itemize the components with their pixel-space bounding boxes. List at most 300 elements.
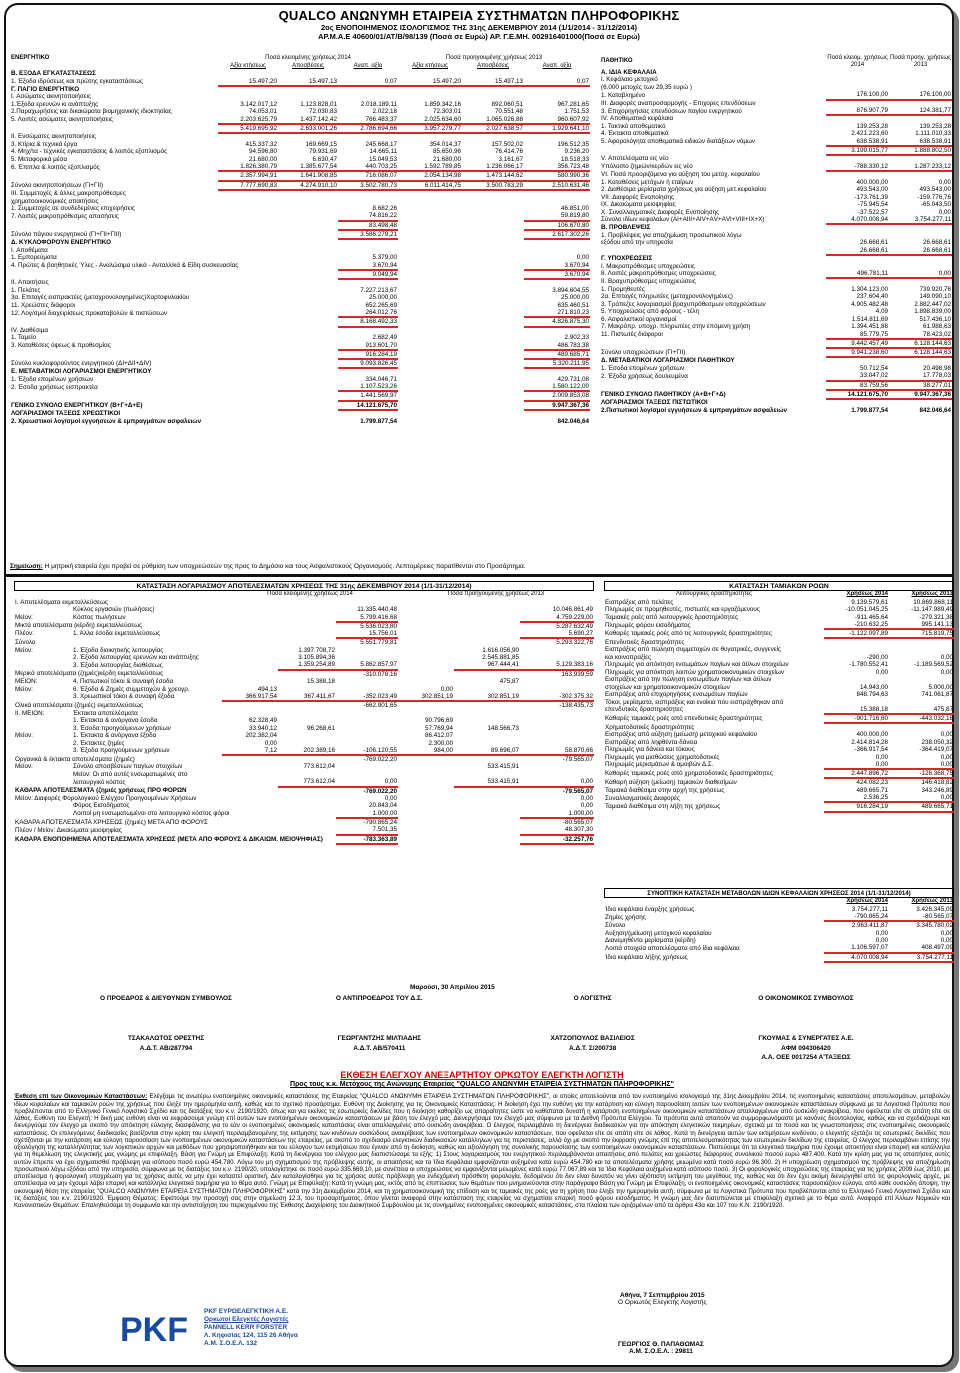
table-row [604, 723, 954, 731]
row-label: Γ. ΥΠΟΧΡΕΩΣΕΙΣ [601, 255, 653, 263]
table-row [14, 787, 594, 795]
cell-value: 9.236,20 [564, 148, 589, 156]
cell-value [520, 685, 594, 693]
assets-heading: ΕΝΕΡΓΗΤΙΚΟ [11, 55, 50, 62]
cell-value [889, 100, 952, 108]
table-row [10, 171, 590, 180]
cell-value [218, 317, 278, 326]
row-label: Ζημίες χρήσης [605, 913, 646, 921]
cell-value [520, 724, 594, 732]
cell-value: 83.498,48 [338, 221, 398, 230]
cell-value [278, 327, 338, 335]
audit-title: ΕΚΘΕΣΗ ΕΛΕΓΧΟΥ ΑΝΕΞΑΡΤΗΤΟΥ ΟΡΚΩΤΟΥ ΕΛΕΓΚΤΗ ΛΟΓΙΣΤΗ [340, 1070, 624, 1080]
cell-value [524, 190, 590, 198]
row-label: Πληρωμές για μισθώσεις χρηματοδοτικές [605, 753, 720, 761]
cell-value: 6.630,47 [312, 155, 337, 163]
cell-value [336, 763, 398, 771]
cell-value: 5.000,00 [928, 683, 953, 691]
cell-value: 25.000,00 [560, 294, 589, 302]
note-label: Σημείωση: [10, 563, 43, 570]
cell-value [524, 86, 590, 94]
row-label: Α. ΙΔΙΑ ΚΕΦΑΛΑΙΑ [601, 68, 657, 76]
cell-value: 6.128.144,63 [889, 339, 952, 348]
cell-value: 0,00 [940, 653, 953, 661]
cell-value [826, 399, 889, 407]
table-row [600, 216, 952, 224]
cell-value: 2.203.625,79 [218, 116, 278, 124]
cell-value [218, 221, 278, 230]
row-label: Μείον: [15, 763, 33, 771]
cell-value: 124.381,77 [889, 107, 952, 115]
cell-value: 26.668,61 [889, 247, 952, 255]
cell-value [398, 599, 454, 607]
table-row [600, 155, 952, 163]
table-row [600, 91, 952, 99]
cell-value: 3.670,94 [524, 262, 590, 270]
table-row [604, 668, 954, 676]
cell-value: 3.670,94 [338, 262, 398, 270]
cell-value: 1.287.233,12 [889, 163, 952, 171]
table-row [604, 921, 954, 929]
cell-value: 0,00 [580, 802, 593, 810]
row-label: II. Απαιτήσεις [11, 279, 49, 287]
row-label: Σύνολο κυκλοφορούντος ενεργητικού (ΔΙ+ΔΙΙ+ΔΙV) [11, 360, 152, 368]
cell-value [218, 391, 278, 400]
table-row [10, 327, 590, 335]
row-label: Ε. ΜΕΤΑΒΑΤΙΚΟΙ ΛΟΓΑΡΙΑΣΜΟΙ ΕΝΕΡΓΗΤΙΚΟΥ [11, 368, 152, 376]
table-row [10, 70, 590, 78]
table-row [604, 706, 954, 714]
cell-value [826, 232, 889, 240]
cell-value [218, 359, 278, 368]
cell-value: -173.761,39 [854, 193, 888, 201]
cell-value: 652.265,69 [365, 301, 397, 309]
cell-value: 3.142.017,12 [240, 100, 277, 108]
cell-value [398, 622, 454, 630]
table-row [600, 348, 952, 357]
table-row [604, 906, 954, 914]
cell-value: 20.498,98 [922, 364, 951, 372]
cell-value [398, 334, 462, 342]
cell-value [218, 239, 278, 247]
cell-value: -138.435,73 [559, 702, 593, 710]
cell-value [336, 771, 398, 779]
cell-value: 7.777.690,83 [218, 181, 278, 190]
cell-value [336, 724, 398, 732]
cell-value [826, 115, 889, 123]
cell-value [520, 678, 594, 686]
cell-value [398, 778, 454, 786]
row-label: 2.Παραχωρήσεις και δικαιώματα βιομηχανικής ιδιοκτησίας [11, 108, 172, 116]
cell-value [462, 279, 524, 287]
cell-value [398, 350, 462, 359]
cell-value: 9.049,94 [338, 270, 398, 279]
cell-value: 5.799.416,68 [336, 614, 398, 622]
cell-value: 20.843,04 [368, 802, 397, 810]
row-label: στοιχείων και χρηματοοικονομικών στοιχείων [605, 683, 730, 691]
table-row [600, 138, 952, 146]
row-label: ΛΟΓΑΡΙΑΣΜΟΙ ΤΑΞΕΩΣ ΠΙΣΤΩΤΙΚΟΙ [601, 399, 708, 407]
table-row [14, 747, 594, 755]
cell-value [278, 254, 338, 262]
table-row [10, 309, 590, 317]
table-row [10, 197, 590, 205]
cell-value: 70.551,48 [494, 108, 523, 116]
row-label: 3. Τράπεζες λογαριασμοί βραχυπρόθεσμων υποχρεώσεων [601, 300, 766, 308]
cell-value [278, 334, 338, 342]
cell-value [278, 630, 336, 638]
cell-value: 1.898.839,00 [914, 308, 951, 316]
auditor-name: ΓΕΩΡΓΙΟΣ Θ. ΠΑΠΑΘΩΜΑΣ [618, 1341, 704, 1348]
cell-value [454, 826, 520, 834]
table-row [604, 698, 954, 706]
cell-value: 94.596,80 [248, 148, 277, 156]
cell-value [889, 76, 952, 84]
cell-value: 10.869.868,11 [913, 598, 953, 606]
cell-value: 2.018.189,11 [360, 100, 397, 108]
cell-value [278, 670, 336, 678]
cell-value: 26.668,61 [826, 247, 889, 255]
cell-value [218, 230, 278, 239]
cell-value [398, 197, 462, 205]
name-president: ΤΣΑΚΑΛΩΤΟΣ ΟΡΕΣΤΗΣ [127, 1035, 205, 1042]
cell-value [462, 383, 524, 391]
cell-value [398, 701, 454, 709]
cell-value: 0,00 [889, 794, 954, 802]
cell-value: 0,00 [875, 937, 888, 945]
cell-value [524, 279, 590, 287]
row-label [10, 391, 218, 400]
col-header: Αξία κτήσεως [412, 62, 448, 69]
cell-value: 415.337,32 [245, 140, 277, 148]
table-row [14, 724, 594, 732]
table-row [604, 937, 954, 945]
registry-line: ΑΡ.Μ.Α.Ε 40600/01/ΑΤ/Β/98/139 (Ποσά σε Ευρώ) ΑΡ. Γ.Ε.ΜΗ. 002916401000(Ποσά σε Ευρώ) [318, 31, 640, 41]
cell-value [338, 410, 398, 418]
row-label [14, 739, 72, 747]
cell-value: 7,12 [222, 747, 278, 755]
cell-value [889, 399, 952, 407]
cell-value: 5.293.322,76 [556, 639, 593, 647]
cell-value: -310.078,16 [363, 670, 397, 678]
row-label [600, 339, 826, 348]
table-row [14, 732, 594, 740]
cell-value [398, 771, 454, 779]
row-label: 5. Αφορολόγητα αποθεματικά ειδικών διατάξεων νόμων [601, 138, 756, 146]
id-financial-advisor: ΑΦΜ 094306420 [781, 1045, 831, 1052]
row-label: 1. Προμηθευτές [601, 285, 645, 293]
table-row [604, 913, 954, 921]
cell-value: 7.501,35 [336, 826, 398, 834]
cell-value: 15.497,13 [462, 78, 524, 86]
table-row [604, 731, 954, 739]
table-row [10, 410, 590, 418]
cell-value [462, 230, 524, 239]
cell-value: 15.497,20 [218, 78, 278, 86]
row-label [14, 810, 72, 818]
cell-value: 14.121.675,70 [826, 390, 889, 399]
cell-value: 4,09 [875, 308, 888, 316]
row-label: Γ. ΠΑΓΙΟ ΕΝΕΡΓΗΤΙΚΟ [11, 85, 80, 93]
row-sublabel: λειτουργικό κόστος [73, 778, 126, 786]
cell-value [218, 334, 278, 342]
cell-value: 0,07 [524, 78, 590, 86]
cell-value [398, 212, 462, 220]
cell-value: 5.419.695,92 [218, 124, 278, 133]
row-label: 6. Έπιπλα & λοιπός εξοπλισμός [11, 163, 100, 171]
cell-value [336, 646, 398, 654]
cell-value [398, 810, 454, 818]
cell-value: 0,00 [940, 929, 953, 937]
cell-value [338, 190, 398, 198]
cell-value [520, 709, 594, 717]
cell-value: 489.665,71 [889, 802, 954, 811]
cell-value [336, 654, 398, 662]
liabilities-header-row [600, 55, 952, 69]
cell-value: 0,00 [576, 254, 589, 262]
pkf-block [116, 1303, 298, 1353]
row-label: ΚΑΘΑΡΑ ΑΠΟΤΕΛΕΣΜΑΤΑ (ζημιές χρήσεως ΠΡΟ ΦΟΡΩΝ [15, 787, 187, 795]
col-header: Αναπ. αξία [353, 62, 383, 69]
assets-period-previous: Ποσά προηγουμένης χρήσεως 2013 [445, 55, 543, 62]
table-row [10, 270, 590, 279]
table-row [14, 599, 594, 607]
cell-value: 9.442.457,49 [826, 339, 889, 348]
cell-value [398, 802, 454, 810]
cell-value [826, 155, 889, 163]
row-label: 5. Μεταφορικά μέσα [11, 155, 68, 163]
table-row [10, 239, 590, 247]
cell-value [826, 84, 889, 92]
row-label: Μερικά αποτελέσματα (ζημιές)κέρδη εκμεταλλεύσεως [15, 670, 164, 678]
cell-value: -788.330,12 [826, 163, 889, 171]
svg-text:PKF: PKF [120, 1311, 188, 1349]
cell-value: 264.012,76 [338, 309, 398, 317]
table-row [10, 108, 590, 116]
table-row [604, 653, 954, 661]
signature-ids [66, 1045, 906, 1052]
cell-value [278, 622, 336, 630]
cell-value: 848.794,63 [856, 691, 888, 699]
cell-value: 79.931,69 [308, 148, 337, 156]
cell-value [824, 723, 889, 731]
cell-value [524, 93, 590, 101]
cell-value: 475,87 [499, 678, 519, 686]
cell-value [398, 254, 462, 262]
table-row [600, 171, 952, 179]
cell-value: -159.776,76 [917, 193, 951, 201]
cell-value [278, 383, 338, 391]
cell-value [462, 212, 524, 220]
cell-value [462, 70, 524, 78]
cell-value [398, 342, 462, 350]
cash-flow-table [604, 591, 954, 813]
row-sublabel: 6. Έξοδα & Ζημιές συμμετοχών & χρεογρ. [73, 685, 190, 693]
cell-value [278, 376, 338, 384]
cell-value: 202.382,04 [245, 732, 277, 739]
row-label: Ταμιακές ροές από λειτουργικές δραστηριότητες [605, 613, 738, 621]
pl-period-current: Ποσά κλειομένης χρήσεως 2014 [267, 591, 353, 598]
cell-value: 424.082,23 [856, 779, 888, 787]
cell-value: 85.779,75 [826, 331, 889, 339]
cell-value: 5.379,00 [372, 254, 397, 262]
cell-value: 1.616.056,90 [482, 646, 519, 654]
cell-value [398, 670, 454, 678]
cell-value: 4.274.910,10 [278, 181, 338, 190]
cell-value [398, 86, 462, 94]
cell-value: 2.633.001,26 [278, 124, 338, 133]
cell-value [398, 763, 454, 771]
table-row [600, 390, 952, 399]
table-row [10, 287, 590, 295]
table-row [600, 115, 952, 123]
row-label: ΚΑΘΑΡΑ ΑΠΟΤΕΛΕΣΜΑΤΑ ΧΡΗΣΕΩΣ (ζημιές) ΜΕΤΑ ΑΠΟ ΦΟΡΟΥΣ [15, 818, 208, 826]
cell-value: 1.107.523,26 [338, 383, 398, 391]
cell-value: 440.703,25 [338, 163, 398, 171]
cell-value [462, 317, 524, 326]
cell-value [222, 638, 278, 646]
cell-value: 4.826.875,30 [524, 317, 590, 326]
cell-value [398, 410, 462, 418]
cell-value [520, 654, 594, 662]
table-row [600, 293, 952, 301]
cell-value [524, 133, 590, 141]
role-financial-advisor: Ο ΟΙΚΟΝΟΜΙΚΟΣ ΣΥΜΒΟΥΛΟΣ [758, 995, 854, 1002]
row-label [14, 606, 72, 614]
cell-value: 2.447.896,72 [824, 769, 889, 778]
audit-lead: Έκθεση επί των Οικονομικών Καταστάσεων: [14, 1093, 148, 1101]
table-row [14, 606, 594, 614]
cell-value [218, 287, 278, 295]
cell-value [398, 302, 462, 310]
cell-value: 1.888.802,50 [889, 146, 952, 155]
table-row [10, 417, 590, 425]
row-label: ΓΕΝΙΚΟ ΣΥΝΟΛΟ ΠΑΘΗΤΙΚΟΥ (Α+Β+Γ+Δ) [601, 390, 726, 398]
table-row [600, 76, 952, 84]
cell-value [398, 835, 454, 844]
cell-value [462, 197, 524, 205]
cell-value [462, 262, 524, 270]
cell-value: 967.444,41 [454, 661, 520, 669]
audit-subtitle: Προς τους κ.κ. Μετόχους της Ανώνυμης Εταιρείας "QUALCO ΑΝΩΝΥΜΗ ΕΤΑΙΡΕΙΑ ΣΥΣΤΗΜΑΤΩΝ ΠΛΗΡΟΦΟΡΙΚΗΣ" [290, 1081, 674, 1089]
note [10, 563, 526, 570]
cell-value [398, 270, 462, 279]
cell-value: 6.011.414,75 [398, 181, 462, 190]
row-label: Μείον: [15, 685, 33, 693]
cell-value [398, 309, 462, 317]
cell-value [398, 826, 454, 834]
cell-value [524, 368, 590, 376]
cell-value [462, 302, 524, 310]
firm-type: Ορκωτοί Ελεγκτές Λογιστές [204, 1315, 289, 1323]
liabilities-table [600, 55, 952, 414]
row-label [10, 317, 218, 326]
table-row [600, 178, 952, 186]
cell-value: 1.236.066,17 [462, 163, 524, 171]
id-vice-president: Α.Δ.Τ. ΑΒ/570411 [353, 1045, 406, 1052]
row-label: Επενδυτικές δραστηριότητες [605, 638, 685, 646]
cell-value [338, 86, 398, 94]
cell-value [462, 270, 524, 279]
cell-value: 354.014,37 [429, 140, 461, 148]
cell-value [338, 197, 398, 205]
row-label: Πληρωμές για απόκτηση λοιπών χρηματοοικονομικών στοιχείων [605, 668, 784, 676]
cell-value [278, 230, 338, 239]
cell-value [278, 717, 336, 725]
cell-value: 3.754.277,11 [851, 905, 888, 913]
cell-value [278, 70, 338, 78]
row-label: IV. Αποθεματικά κεφάλαια [601, 115, 674, 123]
cell-value: -443.032,18 [889, 714, 954, 723]
row-label [10, 270, 218, 279]
row-sublabel: Έκτακτα αποτελέσματα [73, 709, 138, 717]
cell-value [889, 262, 952, 270]
cash-flow-statement [604, 581, 954, 813]
cell-value: 3.500.783,29 [462, 181, 524, 190]
cell-value: 356.723,48 [524, 163, 590, 171]
cell-value: 72.030,83 [308, 108, 337, 116]
cell-value [222, 646, 278, 654]
cell-value: 106.670,80 [524, 221, 590, 230]
cell-value: 916.284,19 [824, 802, 889, 811]
cell-value: 2.300,00 [428, 739, 453, 747]
equity-changes-table [604, 898, 954, 963]
cell-value [336, 732, 398, 740]
cell-value [278, 638, 336, 646]
cell-value [889, 171, 952, 179]
cell-value: -10.051.045,25 [845, 606, 888, 614]
cell-value [338, 239, 398, 247]
row-sublabel: 2. Έκτακτες ζημίες [73, 739, 125, 747]
cell-value: 0,00 [940, 731, 953, 739]
row-label: 5. Υποχρεώσεις από φόρους - τέλη [601, 308, 700, 316]
pl-period-previous: Ποσά προηγουμένης χρήσεως 2013 [447, 591, 545, 598]
cell-value [398, 795, 454, 803]
cell-value [218, 309, 278, 317]
cell-value: 429.731,08 [557, 375, 589, 383]
row-sublabel: Λοιποί μη ενσωματωμένοι στο λειτουργικό κόστος φόροι [73, 810, 230, 818]
cell-value: 5.690,27 [520, 630, 594, 638]
cell-value [278, 410, 338, 418]
cell-value: 6.128.144,63 [889, 348, 952, 357]
cell-value [462, 86, 524, 94]
cell-value [278, 262, 338, 270]
cell-value [218, 350, 278, 359]
table-row [14, 614, 594, 622]
cell-value: -279.321,38 [919, 613, 953, 621]
cell-value [462, 391, 524, 400]
cell-value: 149.090,10 [919, 293, 951, 301]
cell-value [222, 670, 278, 678]
row-label: Πληρωμές μερισμάτων & αμοιβών Δ.Σ. [605, 761, 714, 769]
cell-value [336, 709, 398, 717]
cell-value: 238.050,32 [921, 738, 953, 746]
cell-value: 9.941.238,60 [826, 348, 889, 357]
table-row [604, 691, 954, 699]
cell-value: -790.865,24 [363, 819, 397, 827]
row-label: V. Αποτελέσματα εις νέο [601, 155, 669, 163]
row-label [14, 747, 72, 755]
cell-value [520, 771, 594, 779]
cell-value [278, 795, 336, 803]
row-label: 7. Μακρόπρ. υποχρ. πληρωτέες στην επόμενη χρήση [601, 323, 751, 331]
cell-value: 25.000,00 [368, 294, 397, 302]
table-row [604, 746, 954, 754]
cell-value: 1.304.123,00 [851, 285, 888, 293]
role-vice-president: Ο ΑΝΤΙΠΡΟΕΔΡΟΣ ΤΟΥ Δ.Σ. [335, 995, 423, 1002]
row-label: Πλέον: [15, 630, 34, 638]
cell-value [524, 239, 590, 247]
